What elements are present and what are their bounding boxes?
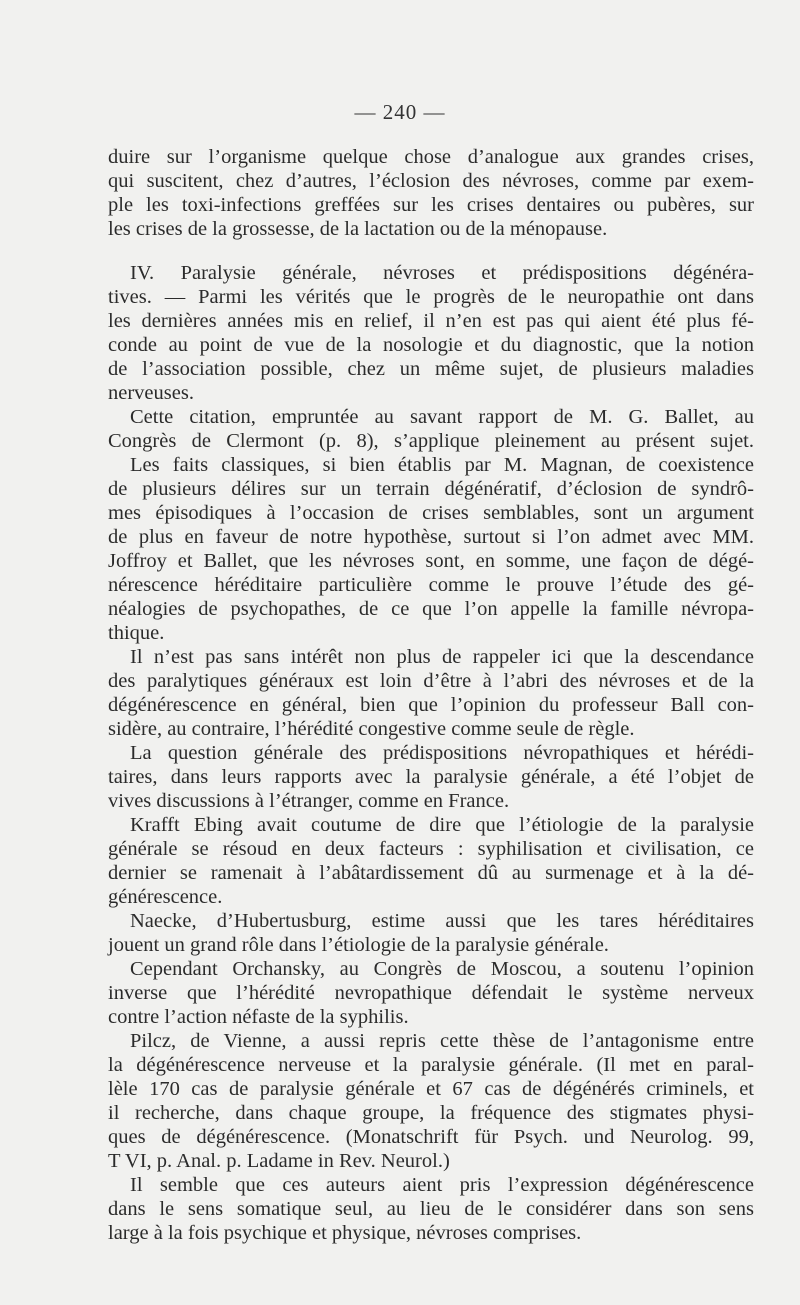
text-line: large à la fois psychique et physique, névroses comprises.: [108, 1222, 582, 1244]
text-line: vives discussions à l’étranger, comme en France.: [108, 790, 510, 812]
text-line: mes épisodiques à l’occasion de crises semblables, sont un argument: [108, 502, 754, 524]
text-line: ques de dégénérescence. (Monatschrift für Psych. und Neurolog. 99,: [108, 1126, 754, 1148]
text-line: thique.: [108, 622, 165, 644]
text-line: T VI, p. Anal. p. Ladame in Rev. Neurol.): [108, 1150, 450, 1172]
text-line: Joffroy et Ballet, que les névroses sont, en somme, une façon de dégé-: [108, 550, 754, 572]
text-line: de plusieurs délires sur un terrain dégénératif, d’éclosion de syndrô-: [108, 478, 754, 500]
text-line: inverse que l’hérédité nevropathique défendait le système nerveux: [108, 982, 754, 1004]
text-line: Cependant Orchansky, au Congrès de Moscou, a soutenu l’opinion: [130, 958, 754, 980]
text-line: générescence.: [108, 886, 223, 908]
text-line: de l’association possible, chez un même sujet, de plusieurs maladies: [108, 358, 754, 380]
body-text: [108, 145, 754, 1245]
text-line: Il n’est pas sans intérêt non plus de rappeler ici que la descendance: [130, 646, 754, 668]
text-line: les crises de la grossesse, de la lactation ou de la ménopause.: [108, 218, 608, 240]
text-line: Naecke, d’Hubertusburg, estime aussi que les tares héréditaires: [130, 910, 754, 932]
text-line: Cette citation, empruntée au savant rapport de M. G. Ballet, au: [130, 406, 754, 428]
text-line: Pilcz, de Vienne, a aussi repris cette thèse de l’antagonisme entre: [130, 1030, 754, 1052]
text-line: contre l’action néfaste de la syphilis.: [108, 1006, 409, 1028]
text-line: lèle 170 cas de paralysie générale et 67 cas de dégénérés criminels, et: [108, 1078, 754, 1100]
text-line: générale se résoud en deux facteurs : syphilisation et civilisation, ce: [108, 838, 754, 860]
text-line: néalogies de psychopathes, de ce que l’on appelle la famille névropa-: [108, 598, 754, 620]
text-line: des paralytiques généraux est loin d’être à l’abri des névroses et de la: [108, 670, 754, 692]
text-line: Il semble que ces auteurs aient pris l’expression dégénérescence: [130, 1174, 754, 1196]
text-line: jouent un grand rôle dans l’étiologie de la paralysie générale.: [108, 934, 609, 956]
text-line: dans le sens somatique seul, au lieu de le considérer dans son sens: [108, 1198, 754, 1220]
text-line: conde au point de vue de la nosologie et du diagnostic, que la notion: [108, 334, 754, 356]
text-line: qui suscitent, chez d’autres, l’éclosion des névroses, comme par exem-: [108, 170, 754, 192]
text-line: duire sur l’organisme quelque chose d’analogue aux grandes crises,: [108, 146, 754, 168]
text-line: nerveuses.: [108, 382, 194, 404]
page-number: — 240 —: [354, 100, 446, 124]
text-line: Congrès de Clermont (p. 8), s’applique pleinement au présent sujet.: [108, 430, 754, 452]
text-line: taires, dans leurs rapports avec la paralysie générale, a été l’objet de: [108, 766, 754, 788]
text-line: Les faits classiques, si bien établis par M. Magnan, de coexistence: [130, 454, 754, 476]
text-line: Krafft Ebing avait coutume de dire que l’étiologie de la paralysie: [130, 814, 754, 836]
text-line: ple les toxi-infections greffées sur les crises dentaires ou pubères, sur: [108, 194, 754, 216]
text-line: IV. Paralysie générale, névroses et prédispositions dégénéra-: [130, 262, 754, 284]
text-line: de plus en faveur de notre hypothèse, surtout si l’on admet avec MM.: [108, 526, 754, 548]
text-line: il recherche, dans chaque groupe, la fréquence des stigmates physi-: [108, 1102, 754, 1124]
text-line: nérescence héréditaire particulière comme le prouve l’étude des gé-: [108, 574, 754, 596]
text-line: les dernières années mis en relief, il n’en est pas qui aient été plus fé-: [108, 310, 754, 332]
text-line: dernier se ramenait à l’abâtardissement dû au surmenage et à la dé-: [108, 862, 754, 884]
text-line: tives. — Parmi les vérités que le progrès de le neuropathie ont dans: [108, 286, 754, 308]
text-line: sidère, au contraire, l’hérédité congestive comme seule de règle.: [108, 718, 635, 740]
text-line: la dégénérescence nerveuse et la paralysie générale. (Il met en paral-: [108, 1054, 754, 1076]
text-line: La question générale des prédispositions névropathiques et hérédi-: [130, 742, 754, 764]
text-line: dégénérescence en général, bien que l’opinion du professeur Ball con-: [108, 694, 754, 716]
